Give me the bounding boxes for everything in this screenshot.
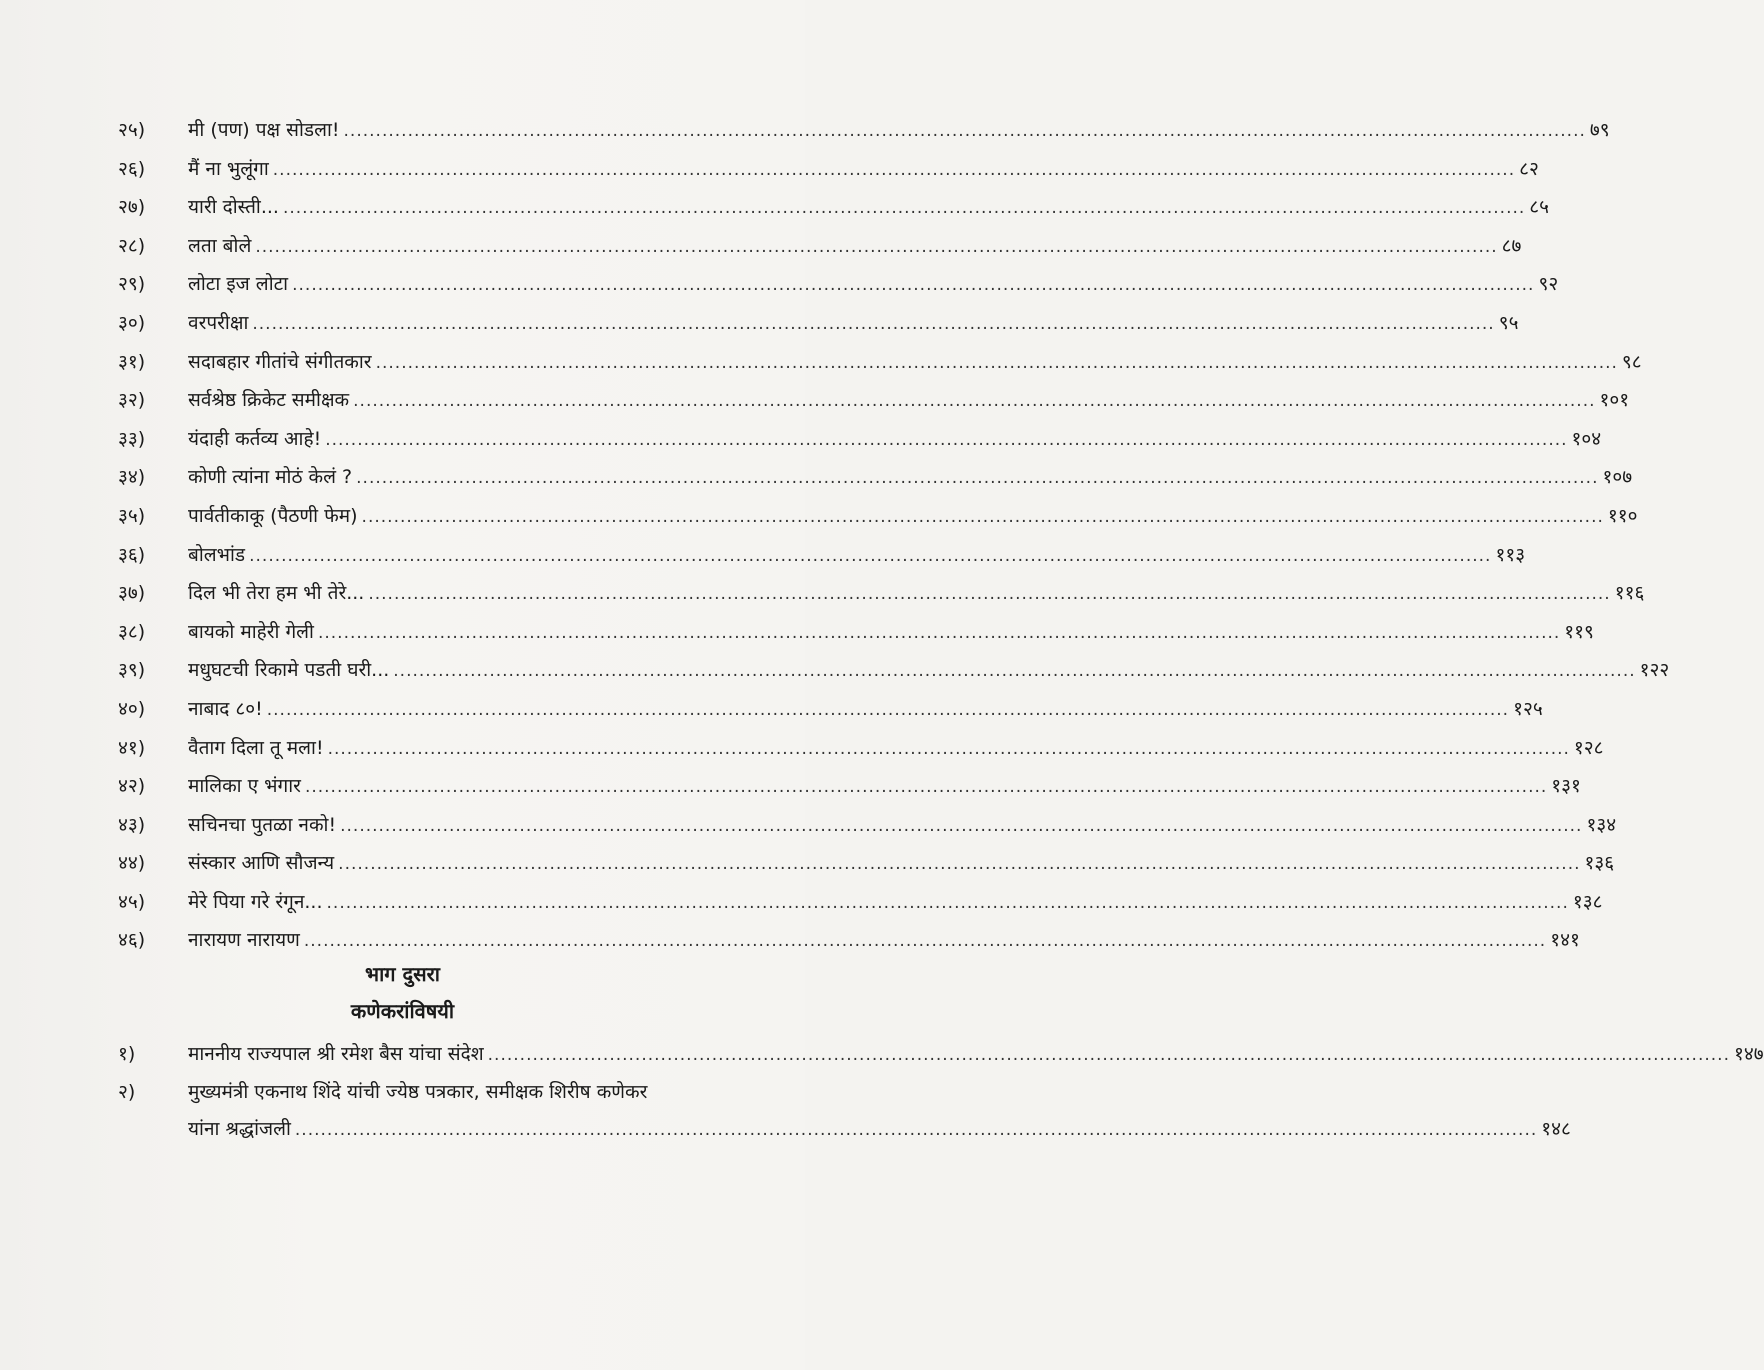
entry-page-number: ११३ [1495,543,1526,566]
entry-number: ४२) [118,775,146,798]
toc-entry [118,844,1615,883]
entry-number: ४३) [118,813,146,836]
entry-title: कोणी त्यांना मोठं केलं ? [188,466,353,489]
toc-entry [118,806,1617,845]
entry-number: ३६) [118,543,146,566]
entry-number: ३४) [118,466,146,489]
dot-leader [338,845,1580,884]
entry-title: लोटा इज लोटा [188,273,289,296]
entry-title: मी (पण) पक्ष सोडला! [188,119,340,141]
entry-page-number: १२८ [1573,736,1604,759]
toc-entry [118,265,1559,304]
entry-page-number: ८७ [1501,234,1522,257]
dot-leader [362,498,1604,537]
entry-title: संस्कार आणि सौजन्य [188,852,335,875]
toc-entry [118,458,1633,497]
entry-page-number: ११० [1607,504,1638,527]
entry-title: माननीय राज्यपाल श्री रमेश बैस यांचा संदेश [188,1043,484,1065]
entry-page-number: १४१ [1550,929,1580,952]
entry-number: ३८) [118,620,146,643]
dot-leader [295,1112,1537,1149]
dot-leader [353,382,1595,421]
entry-number: ४१) [118,736,146,759]
dot-leader [292,266,1534,305]
entry-number: २) [118,1081,136,1103]
dot-leader [267,691,1509,730]
entry-page-number: १०१ [1599,389,1630,412]
entry-title: बायको माहेरी गेली [188,620,314,643]
entry-page-number: १३४ [1586,813,1617,836]
toc-entry [118,381,1630,420]
entry-title: मधुघटची रिकामे पडती घरी... [188,659,390,682]
entry-title: यारी दोस्ती... [188,196,279,219]
entry-title: यंदाही कर्तव्य आहे! [188,427,322,450]
entry-title: नारायण नारायण [188,929,300,952]
entry-title: वैताग दिला तू मला! [188,736,324,759]
toc-entry [118,150,1539,189]
dot-leader [283,189,1525,228]
toc-entry [118,883,1603,922]
entry-number: ३७) [118,582,146,605]
entry-page-number: १०४ [1571,427,1602,450]
toc-entry [118,536,1526,575]
table-of-contents [118,111,1670,960]
entry-title: सदाबहार गीतांचे संगीतकार [188,350,372,373]
entry-number: ३५) [118,504,146,527]
dot-leader [376,344,1618,383]
entry-page-number: १२५ [1513,697,1543,720]
entry-page-number: ७९ [1589,119,1610,141]
entry-title: बोलभांड [188,543,246,566]
dot-leader [273,151,1515,190]
toc-entry [118,921,1580,960]
entry-number: ३९) [118,659,146,682]
entry-title: मालिका ए भंगार [188,775,301,798]
entry-number: ३१) [118,350,146,373]
entry-page-number: १४८ [1541,1118,1571,1140]
dot-leader [327,884,1569,923]
toc-entry [118,343,1642,382]
dot-leader [304,922,1546,961]
toc-entry [118,1074,1571,1149]
entry-page-number: ११६ [1614,582,1645,605]
part-two-contents [118,1036,1764,1149]
dot-leader [255,228,1497,267]
toc-entry [118,227,1522,266]
entry-page-number: १३८ [1572,890,1603,913]
entry-page-number: १०७ [1602,466,1633,489]
entry-page-number: १३१ [1551,775,1581,798]
entry-page-number: ८२ [1519,157,1539,180]
dot-leader [305,768,1547,807]
entry-number: २९) [118,273,146,296]
dot-leader [252,305,1494,344]
entry-title: मैं ना भुलूंगा [188,157,269,180]
toc-entry [118,690,1543,729]
entry-page-number: ८५ [1529,196,1550,219]
toc-entry [118,613,1594,652]
entry-title: वरपरीक्षा [188,311,249,334]
toc-entry [118,729,1604,768]
entry-title: नाबाद ८०! [188,697,263,720]
entry-page-number: १३६ [1584,852,1615,875]
entry-page-number: ११९ [1564,620,1594,643]
entry-page-number: ९५ [1498,311,1519,334]
entry-title: दिल भी तेरा हम भी तेरे... [188,582,365,605]
dot-leader [340,807,1582,846]
entry-page-number: १४७ [1733,1043,1764,1065]
toc-entry [118,767,1581,806]
toc-entry [118,304,1519,343]
entry-page-number: ९८ [1621,350,1642,373]
entry-number: ४५) [118,890,146,913]
entry-number: ३०) [118,311,146,334]
toc-entry [118,188,1550,227]
part-two-subheading: कणेकरांविषयी [350,999,455,1023]
toc-entry [118,111,1610,150]
entry-number: १) [118,1043,136,1065]
entry-page-number: १२२ [1639,659,1670,682]
dot-leader [325,421,1567,460]
part-two-heading: भाग दुसरा [365,962,440,986]
entry-title: सर्वश्रेष्ठ क्रिकेट समीक्षक [188,389,350,412]
dot-leader [249,537,1491,576]
toc-entry [118,651,1670,690]
toc-entry [118,497,1638,536]
entry-number: ३२) [118,389,146,412]
entry-number: २६) [118,157,146,180]
dot-leader [318,614,1560,653]
entry-number: २८) [118,234,146,257]
dot-leader [488,1037,1730,1074]
entry-title: लता बोले [188,234,252,257]
dot-leader [328,730,1570,769]
toc-entry [118,1036,1764,1074]
entry-number: ४०) [118,697,146,720]
dot-leader [368,575,1610,614]
entry-number: ४६) [118,929,146,952]
toc-entry [118,420,1602,459]
dot-leader [393,652,1635,691]
entry-number: २७) [118,196,146,219]
toc-entry [118,574,1645,613]
entry-number: ४४) [118,852,146,875]
entry-number: ३३) [118,427,146,450]
entry-title: मुख्यमंत्री एकनाथ शिंदे यांची ज्येष्ठ पत्रकार, समीक्षक शिरीष कणेकर [188,1081,648,1103]
entry-title: सचिनचा पुतळा नको! [188,813,337,836]
entry-title: मेरे पिया गरे रंगून... [188,890,323,913]
entry-page-number: ९२ [1538,273,1559,296]
entry-number: २५) [118,119,146,141]
dot-leader [344,112,1586,151]
entry-title: पार्वतीकाकू (पैठणी फेम) [188,504,358,527]
entry-title-continued: यांना श्रद्धांजली [188,1118,291,1140]
dot-leader [356,459,1598,498]
